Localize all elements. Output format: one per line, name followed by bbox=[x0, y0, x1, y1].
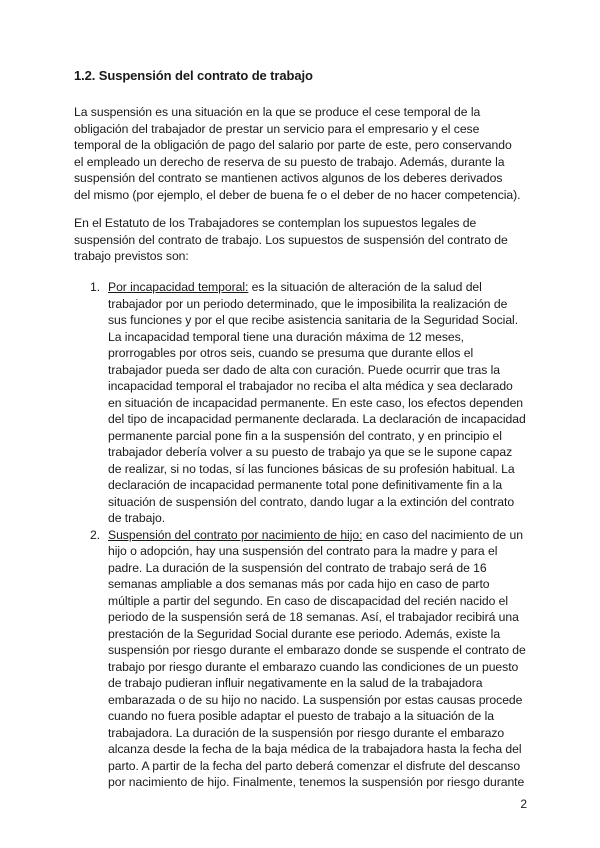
suspension-cases-list bbox=[74, 279, 526, 791]
statute-paragraph: En el Estatuto de los Trabajadores se contemplan los supuestos legales de suspensión del contrato de trabajo. Los supuestos de suspensión del contrato de trabajo previstos son: bbox=[74, 216, 508, 263]
list-item-term: Por incapacidad temporal: bbox=[108, 280, 249, 294]
section-heading: 1.2. Suspensión del contrato de trabajo bbox=[74, 68, 313, 83]
list-item-number: 2. bbox=[90, 527, 101, 542]
intro-paragraph: La suspensión es una situación en la que se produce el cese temporal de la obligación del trabajador de prestar un servicio para el empresario y el cese temporal de la obligación de pago del salario por parte de este, pero conservando el empleado un derecho de reserva de su puesto de trabajo. Además, durante la suspensión del contrato se mantienen activos algunos de los deberes derivados del mismo (por ejemplo, el deber de buena fe o el deber de no hacer competencia). bbox=[74, 105, 521, 202]
list-item-text: es la situación de alteración de la salud del trabajador por un periodo determinado, que le imposibilita la realización de sus funciones y por el que recibe asistencia sanitaria de la Seguridad Social. La incapacidad temporal tiene una duración máxima de 12 meses, prorrogables por otros seis, cuando se presuma que durante ellos el trabajador pueda ser dado de alta con curación. Puede ocurrir que tras la incapacidad temporal el trabajador no reciba el alta médica y sea declarado en situación de incapacidad permanente. En este caso, los efectos dependen del tipo de incapacidad permanente declarada. La declaración de incapacidad permanente parcial pone fin a la suspensión del contrato, y en principio el trabajador debería volver a su puesto de trabajo ya que se le supone capaz de realizar, si no todas, sí las funciones básicas de su profesión habitual. La declaración de incapacidad permanente total pone definitivamente fin a la situación de suspensión del contrato, dando lugar a la extinción del contrato de trabajo. bbox=[108, 280, 526, 525]
list-item-number: 1. bbox=[90, 280, 101, 294]
list-item bbox=[74, 279, 526, 527]
list-item-text: en caso del nacimiento de un hijo o adopción, hay una suspensión del contrato para la madre y para el padre. La duración de la suspensión del contrato de trabajo será de 16 semanas ampliable a dos semanas más por cada hijo en caso de parto múltiple a partir del segundo. En caso de discapacidad del recién nacido el periodo de la suspensión será de 18 semanas. Así, el trabajador recibirá una prestación de la Seguridad Social durante ese periodo. Además, existe la suspensión por riesgo durante el embarazo donde se suspende el contrato de trabajo por riesgo durante el embarazo cuando las condiciones de un puesto de trabajo pudieran influir negativamente en la salud de la trabajadora embarazada o de su hijo no nacido. La suspensión por estas causas procede cuando no fuera posible adaptar el puesto de trabajo a la situación de la trabajadora. La duración de la suspensión por riesgo durante el embarazo alcanza desde la fecha de la baja médica de la trabajadora hasta la fecha del parto. A partir de la fecha del parto deberá comenzar el disfrute del descanso por nacimiento de hijo. Finalmente, tenemos la suspensión por riesgo durante bbox=[108, 527, 526, 789]
list-item bbox=[74, 527, 526, 791]
list-item-term: Suspensión del contrato por nacimiento de hijo: bbox=[108, 527, 363, 542]
page-number: 2 bbox=[520, 797, 527, 811]
